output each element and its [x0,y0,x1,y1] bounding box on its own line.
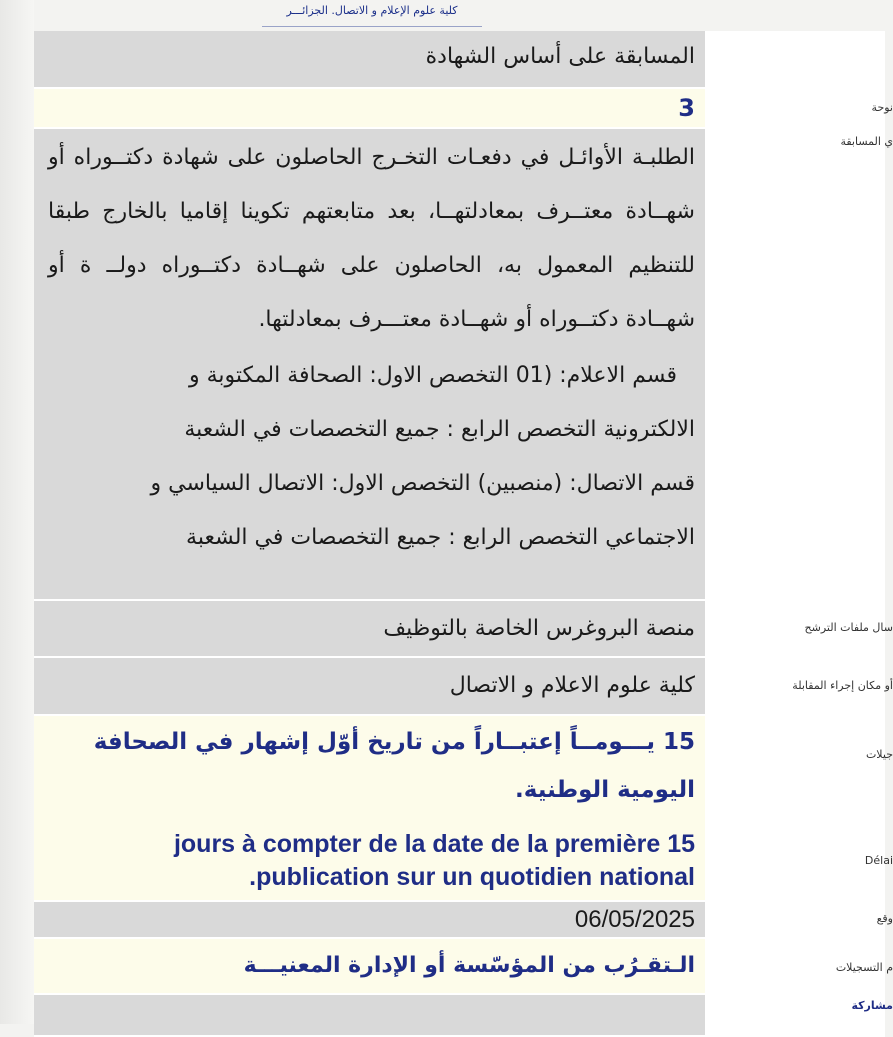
institution-header: كلية علوم الإعلام و الاتصال. الجزائـــر [262,4,482,27]
specialty-line: الاجتماعي التخصص الرابع : جميع التخصصات في الشعبة [186,525,695,550]
row-label: جيلات Délai [707,716,885,900]
competition-type: المسابقة على أساس الشهادة [34,31,707,87]
submission-platform: منصة البروغرس الخاصة بالتوظيف [34,601,707,656]
specialty-line: الالكترونية التخصص الرابع : جميع التخصصات في الشعبة [184,417,695,442]
interview-location: كلية علوم الاعلام و الاتصال [34,658,707,714]
specialty-line: قسم الاعلام: (01 التخصص الاول: الصحافة المكتوبة و [189,363,677,388]
row-label [707,31,885,87]
eligibility-block [34,129,707,599]
registration-method: الـتقـرُب من المؤسّسة أو الإدارة المعنيـــة [34,939,707,993]
table-row [34,601,893,658]
table-row [34,902,893,939]
deadline-french: jours à compter de la date de la première 15 .publication sur un quotidien national [173,830,695,891]
positions-count: 3 [34,89,707,127]
table-row [34,89,893,129]
row-label: وقع [707,902,885,937]
table-row [34,995,893,1037]
registration-deadline [34,716,707,900]
background-texture [0,0,34,1024]
row-label: م التسجيلات [707,939,885,993]
row-label: سال ملفات الترشح [707,601,885,656]
table-row [34,129,893,601]
specialties-list [48,349,695,565]
table-row [34,658,893,716]
row-label: نوحة [707,89,885,127]
signature-date: 06/05/2025 [34,902,707,937]
specialty-line: قسم الاتصال: (منصبين) التخصص الاول: الاتصال السياسي و [150,471,695,496]
eligibility-text: الطلبـة الأوائـل في دفعـات التخـرج الحاصلون على شهادة دكتــوراه أو شهــادة معتــرف بمعادلتهــا، بعد متابعتهم تكوينا إقاميا بالخارج طبقا للتنظيم المعمول به، الحاصلون على شهــادة دكتــوراه دولــ ة أو شهــادة دكتــوراه أو شهــادة معتـــرف بمعادلتها. [48,145,695,332]
participation-field [34,995,707,1035]
table-row [34,31,885,89]
info-table [34,31,893,1037]
table-row [34,716,893,902]
table-row [34,939,893,995]
row-label: أو مكان إجراء المقابلة [707,658,885,714]
deadline-arabic: 15 يـــومــاً إعتبــاراً من تاريخ أوّل إشهار في الصحافة اليومية الوطنية. [93,729,695,803]
row-label: مشاركة [707,995,885,1035]
row-label: ي المسابقة [707,129,885,599]
